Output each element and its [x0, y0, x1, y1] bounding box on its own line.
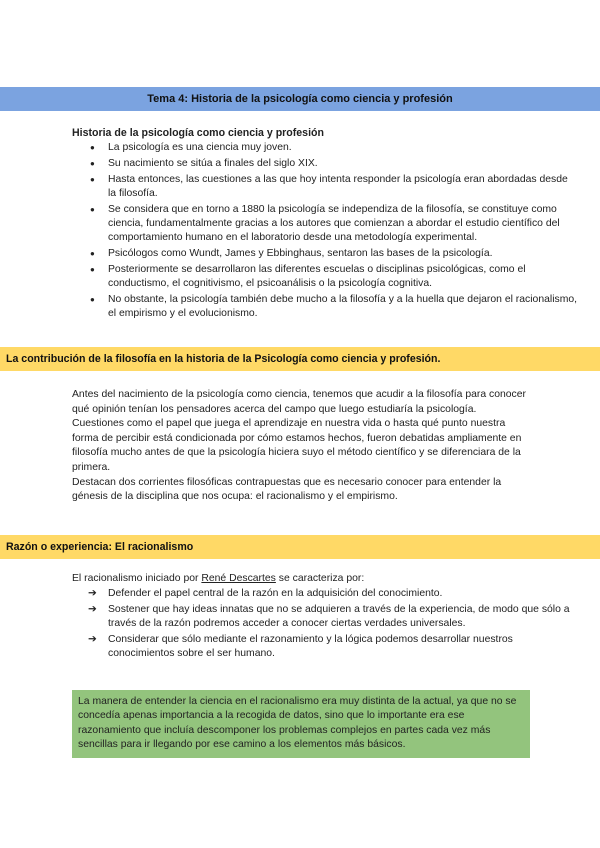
document-title: Tema 4: Historia de la psicología como ciencia y profesión	[147, 93, 453, 105]
section3-arrow-list	[72, 587, 570, 663]
list-item	[90, 247, 578, 261]
list-item	[90, 157, 578, 171]
arrow-right-icon: ➔	[88, 633, 97, 645]
note-text: La manera de entender la ciencia en el racionalismo era muy distinta de la actual, ya que no se concedía apenas importancia a la recogida de datos, sino que lo importante era ese razonamiento que incluía descomponer los problemas complejos en partes cada vez más sencillas para ir llegando por ese camino a los elementos más básicos.	[78, 696, 517, 751]
list-item-text: Hasta entonces, las cuestiones a las que hoy intenta responder la psicología eran abordadas desde la filosofía.	[108, 173, 568, 199]
list-item-text: Considerar que sólo mediante el razonamiento y la lógica podemos desarrollar nuestros conocimientos sobre el ser humano.	[108, 633, 513, 659]
list-item	[88, 603, 570, 631]
list-item-text: Se considera que en torno a 1880 la psicología se independiza de la filosofía, se constituye como ciencia, fundamentalmente gracias a los autores que comienzan a abordar el estudio científico del comportamiento humano en el laboratorio desde una metodología experimental.	[108, 203, 560, 243]
intro-text-end: se caracteriza por:	[275, 573, 365, 584]
section3-heading: Razón o experiencia: El racionalismo	[6, 541, 194, 553]
paragraph: Destacan dos corrientes filosóficas contrapuestas que es necesario conocer para entender la génesis de la disciplina que nos ocupa: el racionalismo y el empirismo.	[72, 476, 502, 503]
section2-body	[72, 388, 532, 505]
rationalism-note-box	[72, 690, 530, 758]
bullet-dot-icon: ●	[90, 294, 95, 304]
list-item-text: Su nacimiento se sitúa a finales del siglo XIX.	[108, 157, 318, 169]
list-item	[90, 263, 578, 291]
section1-bullet-list	[72, 141, 578, 323]
list-item	[88, 633, 570, 661]
arrow-right-icon: ➔	[88, 603, 97, 615]
bullet-dot-icon: ●	[90, 248, 95, 258]
document-title-band	[0, 87, 600, 111]
bullet-dot-icon: ●	[90, 174, 95, 184]
bullet-dot-icon: ●	[90, 143, 95, 152]
bullet-dot-icon: ●	[90, 158, 95, 168]
list-item	[90, 203, 578, 246]
list-item	[90, 173, 578, 201]
section2-heading: La contribución de la filosofía en la historia de la Psicología como ciencia y profesión.	[6, 353, 441, 365]
paragraph: Cuestiones como el papel que juega el aprendizaje en nuestra vida o hasta qué punto nuestra forma de percibir está condicionada por cómo estamos hechos, fueron debatidas ampliamente en filosofía mucho antes de que la psicología hiciera suyo el método científico y se diferenciara de la primera.	[72, 418, 522, 473]
bullet-dot-icon: ●	[90, 204, 95, 214]
list-item-text: Psicólogos como Wundt, James y Ebbinghaus, sentaron las bases de la psicología.	[108, 247, 493, 259]
section3-intro	[72, 573, 364, 584]
section1-heading: Historia de la psicología como ciencia y profesión	[72, 127, 324, 139]
bullet-dot-icon: ●	[90, 264, 95, 274]
section2-heading-band	[0, 347, 600, 371]
intro-text: El racionalismo iniciado por	[72, 573, 202, 584]
list-item	[90, 293, 578, 321]
list-item-text: La psicología es una ciencia muy joven.	[108, 142, 292, 153]
rene-descartes-link[interactable]: René Descartes	[201, 573, 276, 584]
list-item	[88, 587, 570, 601]
list-item	[90, 141, 578, 155]
list-item-text: Posteriormente se desarrollaron las diferentes escuelas o disciplinas psicológicas, como el conductismo, el cognitivismo, el psicoanálisis o la psicología cognitiva.	[108, 263, 526, 289]
paragraph: Antes del nacimiento de la psicología como ciencia, tenemos que acudir a la filosofía para conocer qué opinión tenían los pensadores acerca del campo que luego estudiaría la psicología.	[72, 389, 526, 415]
list-item-text: Defender el papel central de la razón en la adquisición del conocimiento.	[108, 588, 443, 599]
section3-heading-band	[0, 535, 600, 559]
arrow-right-icon: ➔	[88, 588, 97, 599]
list-item-text: Sostener que hay ideas innatas que no se adquieren a través de la experiencia, de modo que sólo a través de la razón podremos acceder a conocer ciertas verdades universales.	[108, 603, 570, 629]
list-item-text: No obstante, la psicología también debe mucho a la filosofía y a la huella que dejaron el racionalismo, el empirismo y el evolucionismo.	[108, 293, 578, 319]
